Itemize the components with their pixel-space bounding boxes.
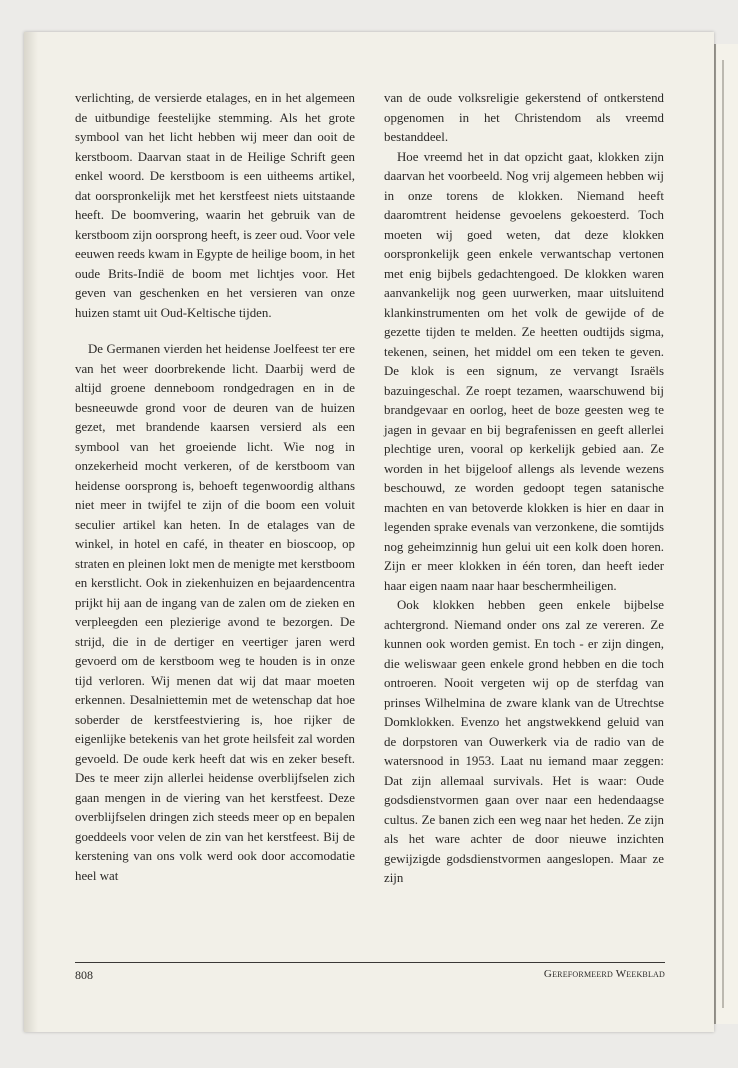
page-number: 808 bbox=[75, 968, 93, 982]
right-paragraph-3: Ook klokken hebben geen enkele bijbelse achtergrond. Niemand onder ons zal ze vereren. Ze kunnen ook worden gemist. En toch - er zijn dingen, die weliswaar geen enkele grond hebben en die toch ontroeren. Nooit vergeten wij op de sterfdag van prinses Wilhelmina de zware klank van de Utrechtse Domklokken. Evenzo het angstwekkend geluid van de dorpstoren van Ouwerkerk via de radio van de watersnood in 1953. Laat nu iemand maar zeggen: Dat zijn allemaal survivals. Het is waar: Oude godsdienstvormen gaan over naar een hedendaagse cultus. Ze banen zich een weg naar het heden. Ze zijn als het ware achter de door nieuwe inzichten gewijzigde godsdienstvormen aangeslopen. Maar ze zijn bbox=[384, 598, 664, 885]
publication-name: Gereformeerd Weekblad bbox=[543, 968, 665, 980]
page-gutter-line bbox=[722, 60, 724, 1008]
right-column bbox=[384, 89, 664, 889]
next-page-edge bbox=[714, 44, 738, 1024]
left-paragraph-2: De Germanen vierden het heidense Joelfeest ter ere van het weer doorbrekende licht. Daarbij werd de altijd groene denneboom rondgedragen en in de besneeuwde grond voor de deuren van de huizen gezet, met brandende kaarsen versierd als een symbool van het groeiende licht. Wie nog in onzekerheid mocht verkeren, of de kerstboom van heidense oorsprong is, behoeft tegenwoordig althans niet meer in twijfel te zijn of die boom een voluit seculier artikel kan heten. In de etalages van de winkel, in hotel en café, in theater en bioscoop, op straten en pleinen lokt men de menigte met kerstboom en kerstlicht. Ook in ziekenhuizen en bejaardencentra prijkt hij aan de ingang van de zalen om de zieken en verpleegden een plezierige avond te bezorgen. De strijd, die in de dertiger en veertiger jaren werd gevoerd om de kerstboom weg te houden is in onze tijd verloren. Wij menen dat wij dat maar moeten erkennen. Desalniettemin met de wetenschap dat hoe soberder de kerstfeestviering is, hoe rijker de eigenlijke betekenis van het grote heilsfeit zal worden gevoeld. De oude kerk heeft dat wis en zeker beseft. Des te meer zijn allerlei heidense overblijfselen zich gaan mengen in de viering van het kerstfeest. Deze overblijfselen dringen zich steeds meer op en bepalen goeddeels voor velen de zin van het kerstfeest. Bij de kerstening van ons volk werd ook door accomodatie heel wat bbox=[75, 342, 355, 883]
right-paragraph-2: Hoe vreemd het in dat opzicht gaat, klokken zijn daarvan het voorbeeld. Nog vrij algemeen hebben wij in onze torens de klokken. Niemand heeft daaromtrent heidense gevoelens gekoesterd. Toch moeten wij goed weten, dat deze klokken oorspronkelijk geen enkele verwantschap vertonen met enig bijbels gedachtengoed. De klokken waren aanvankelijk nog geen uurwerken, maar uitsluitend klankinstrumenten om het volk de gewijde of de gezette tijden te melden. Ze heetten oudtijds sigma, tekenen, seinen, het middel om een teken te geven. De klok is een signum, ze vervangt Israëls bazuingeschal. Ze roept tezamen, waarschuwend bij brandgevaar en oorlog, heet de boze geesten weg te jagen in gevaar en bij begrafenissen en geeft allerlei plechtige uren, vooral op kerkelijk gebied aan. Ze worden in het bijgeloof allengs als levende wezens beschouwd, ze worden gedoopt tegen satanische machten en van betoverde klokken is hier en daar in legenden sprake evenals van verzonkene, die somtijds nog geheimzinnig hun gelui uit een kolk doen horen. Zijn er meer klokken in één toren, dan heeft ieder haar eigen naam naar haar beschermheiligen. bbox=[384, 149, 664, 593]
left-paragraph-1: verlichting, de versierde etalages, en in het algemeen de uitbundige feestelijke stemming. Als het grote symbool van het licht hebben wij meer dan ooit de kerstboom. Daarvan staat in de Heilige Schrift geen enkel woord. De kerstboom is een uitheems artikel, dat oorspronkelijk met het kerstfeest niets uitstaande heeft. De boomvering, waarin het gebruik van de kerstboom zijn oorsprong heeft, is zeer oud. Voor vele eeuwen reeds kwam in Egypte de heilige boom, in het oude Brits-Indië de boom met lichtjes voor. Het geven van geschenken en het versieren van onze huizen stamt uit Oud-Keltische tijden. bbox=[75, 91, 355, 320]
left-column bbox=[75, 89, 355, 886]
right-paragraph-1: van de oude volksreligie gekerstend of ontkerstend opgenomen in het Christendom als vreemd bestanddeel. bbox=[384, 91, 664, 144]
footer-rule bbox=[75, 962, 665, 963]
page-binding-shadow bbox=[24, 32, 38, 1032]
